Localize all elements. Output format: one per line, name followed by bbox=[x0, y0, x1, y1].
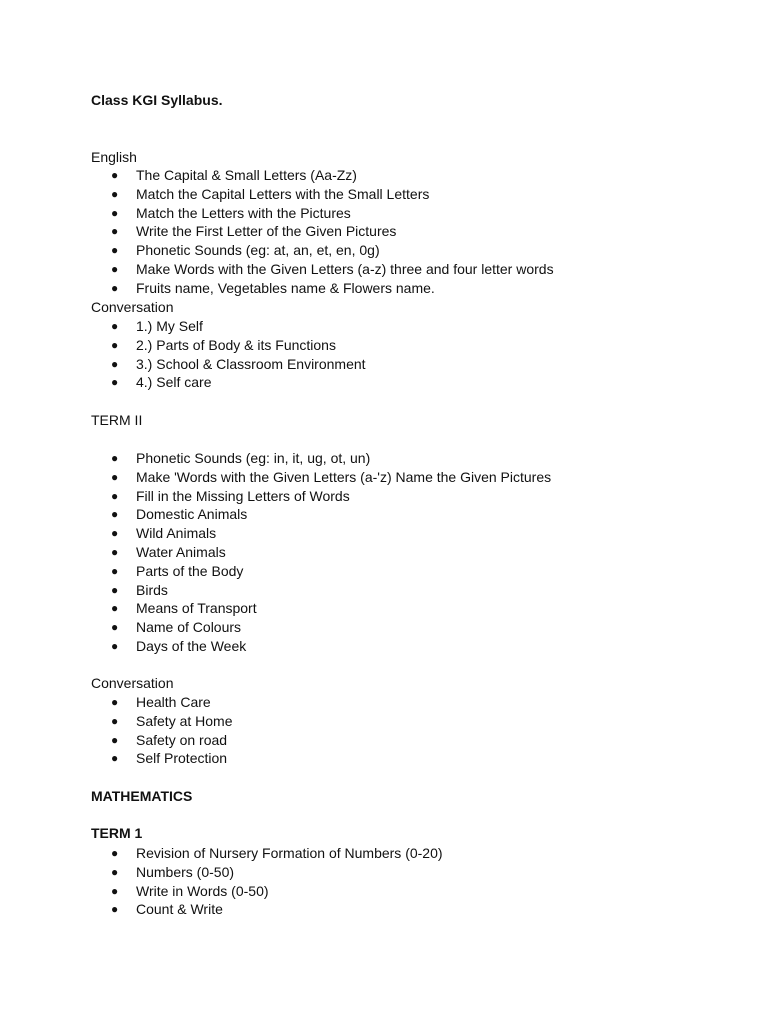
bullet-icon: ● bbox=[111, 469, 119, 484]
bullet-icon: ● bbox=[111, 205, 119, 220]
bullet-icon: ● bbox=[111, 488, 119, 503]
list-item-text: The Capital & Small Letters (Aa-Zz) bbox=[136, 167, 357, 183]
list-item bbox=[91, 562, 551, 581]
list-item-text: Days of the Week bbox=[136, 637, 247, 654]
list-item-text: 4.) Self care bbox=[136, 374, 212, 391]
bullet-icon: ● bbox=[111, 582, 119, 597]
list-item-text: 3.) School & Classroom Environment bbox=[136, 355, 366, 372]
list-item-text: Water Animals bbox=[136, 543, 226, 560]
list-item-text: 2.) Parts of Body & its Functions bbox=[136, 336, 336, 353]
list-item-text: Birds bbox=[136, 581, 168, 598]
bullet-icon: ● bbox=[111, 356, 119, 371]
list-item bbox=[91, 543, 551, 562]
bullet-icon: ● bbox=[111, 713, 119, 728]
bullet-icon: ● bbox=[111, 601, 119, 616]
list-item-text: Self Protection bbox=[136, 750, 228, 767]
bullet-icon: ● bbox=[111, 186, 119, 201]
bullet-icon: ● bbox=[111, 224, 119, 239]
list-item bbox=[91, 222, 554, 241]
list-item bbox=[91, 279, 554, 298]
bullet-icon: ● bbox=[111, 902, 119, 917]
bullet-icon: ● bbox=[111, 451, 119, 465]
list-item bbox=[91, 373, 366, 392]
bullet-icon: ● bbox=[111, 864, 119, 879]
list-item-text: Health Care bbox=[136, 694, 211, 710]
english-heading: English bbox=[91, 149, 137, 165]
mathematics-list bbox=[91, 844, 443, 919]
list-item-text: Phonetic Sounds (eg: at, an, et, en, 0g) bbox=[136, 242, 380, 259]
bullet-icon: ● bbox=[111, 375, 119, 390]
list-item bbox=[91, 712, 233, 731]
bullet-icon: ● bbox=[111, 732, 119, 747]
list-item bbox=[91, 637, 551, 656]
bullet-icon: ● bbox=[111, 638, 119, 653]
term-1-heading: TERM 1 bbox=[91, 825, 143, 841]
list-item bbox=[91, 355, 366, 374]
english-list bbox=[91, 166, 554, 298]
bullet-icon: ● bbox=[111, 337, 119, 352]
term-2-heading: TERM II bbox=[91, 412, 143, 428]
list-item bbox=[91, 241, 554, 260]
list-item-text: Safety at Home bbox=[136, 712, 233, 729]
list-item bbox=[91, 524, 551, 543]
list-item-text: Make 'Words with the Given Letters (a-'z) Name the Given Pictures bbox=[136, 468, 552, 485]
list-item bbox=[91, 468, 551, 487]
list-item-text: Write in Words (0-50) bbox=[136, 882, 269, 899]
bullet-icon: ● bbox=[111, 563, 119, 578]
bullet-icon: ● bbox=[111, 280, 119, 295]
list-item bbox=[91, 693, 233, 712]
bullet-icon: ● bbox=[111, 243, 119, 258]
bullet-icon: ● bbox=[111, 261, 119, 276]
list-item bbox=[91, 844, 443, 863]
list-item-text: Wild Animals bbox=[136, 525, 217, 542]
list-item-text: Fruits name, Vegetables name & Flowers name. bbox=[136, 279, 435, 296]
list-item-text: Means of Transport bbox=[136, 600, 257, 617]
list-item bbox=[91, 882, 443, 901]
list-item-text: Match the Letters with the Pictures bbox=[136, 204, 351, 221]
list-item bbox=[91, 863, 443, 882]
document-title: Class KGI Syllabus. bbox=[91, 92, 223, 108]
list-item bbox=[91, 505, 551, 524]
list-item bbox=[91, 260, 554, 279]
bullet-icon: ● bbox=[111, 168, 119, 182]
list-item-text: Numbers (0-50) bbox=[136, 863, 235, 880]
bullet-icon: ● bbox=[111, 526, 119, 541]
bullet-icon: ● bbox=[111, 620, 119, 635]
list-item-text: Name of Colours bbox=[136, 619, 242, 636]
list-item-text: Safety on road bbox=[136, 731, 228, 748]
list-item bbox=[91, 618, 551, 637]
list-item-text: Make Words with the Given Letters (a-z) three and four letter words bbox=[136, 260, 554, 277]
list-item-text: Parts of the Body bbox=[136, 562, 244, 579]
list-item bbox=[91, 185, 554, 204]
mathematics-heading: MATHEMATICS bbox=[91, 788, 193, 804]
list-item-text: Match the Capital Letters with the Small Letters bbox=[136, 185, 430, 202]
list-item-text: 1.) My Self bbox=[136, 318, 203, 334]
list-item bbox=[91, 731, 233, 750]
list-item bbox=[91, 487, 551, 506]
list-item bbox=[91, 749, 233, 768]
list-item bbox=[91, 317, 366, 336]
list-item bbox=[91, 336, 366, 355]
list-item-text: Write the First Letter of the Given Pictures bbox=[136, 223, 397, 240]
list-item-text: Domestic Animals bbox=[136, 506, 248, 523]
list-item bbox=[91, 166, 554, 185]
conversation-2-heading: Conversation bbox=[91, 675, 174, 691]
bullet-icon: ● bbox=[111, 695, 119, 709]
list-item-text: Count & Write bbox=[136, 901, 223, 918]
list-item-text: Phonetic Sounds (eg: in, it, ug, ot, un) bbox=[136, 450, 371, 466]
list-item bbox=[91, 900, 443, 919]
conversation-list bbox=[91, 317, 366, 392]
bullet-icon: ● bbox=[111, 751, 119, 766]
bullet-icon: ● bbox=[111, 319, 119, 333]
term-2-list bbox=[91, 449, 551, 656]
conversation-heading: Conversation bbox=[91, 299, 174, 315]
bullet-icon: ● bbox=[111, 507, 119, 522]
bullet-icon: ● bbox=[111, 544, 119, 559]
list-item-text: Revision of Nursery Formation of Numbers (0-20) bbox=[136, 845, 443, 861]
conversation-2-list bbox=[91, 693, 233, 768]
list-item bbox=[91, 204, 554, 223]
bullet-icon: ● bbox=[111, 883, 119, 898]
list-item bbox=[91, 449, 551, 468]
list-item-text: Fill in the Missing Letters of Words bbox=[136, 487, 350, 504]
list-item bbox=[91, 581, 551, 600]
bullet-icon: ● bbox=[111, 846, 119, 860]
list-item bbox=[91, 599, 551, 618]
